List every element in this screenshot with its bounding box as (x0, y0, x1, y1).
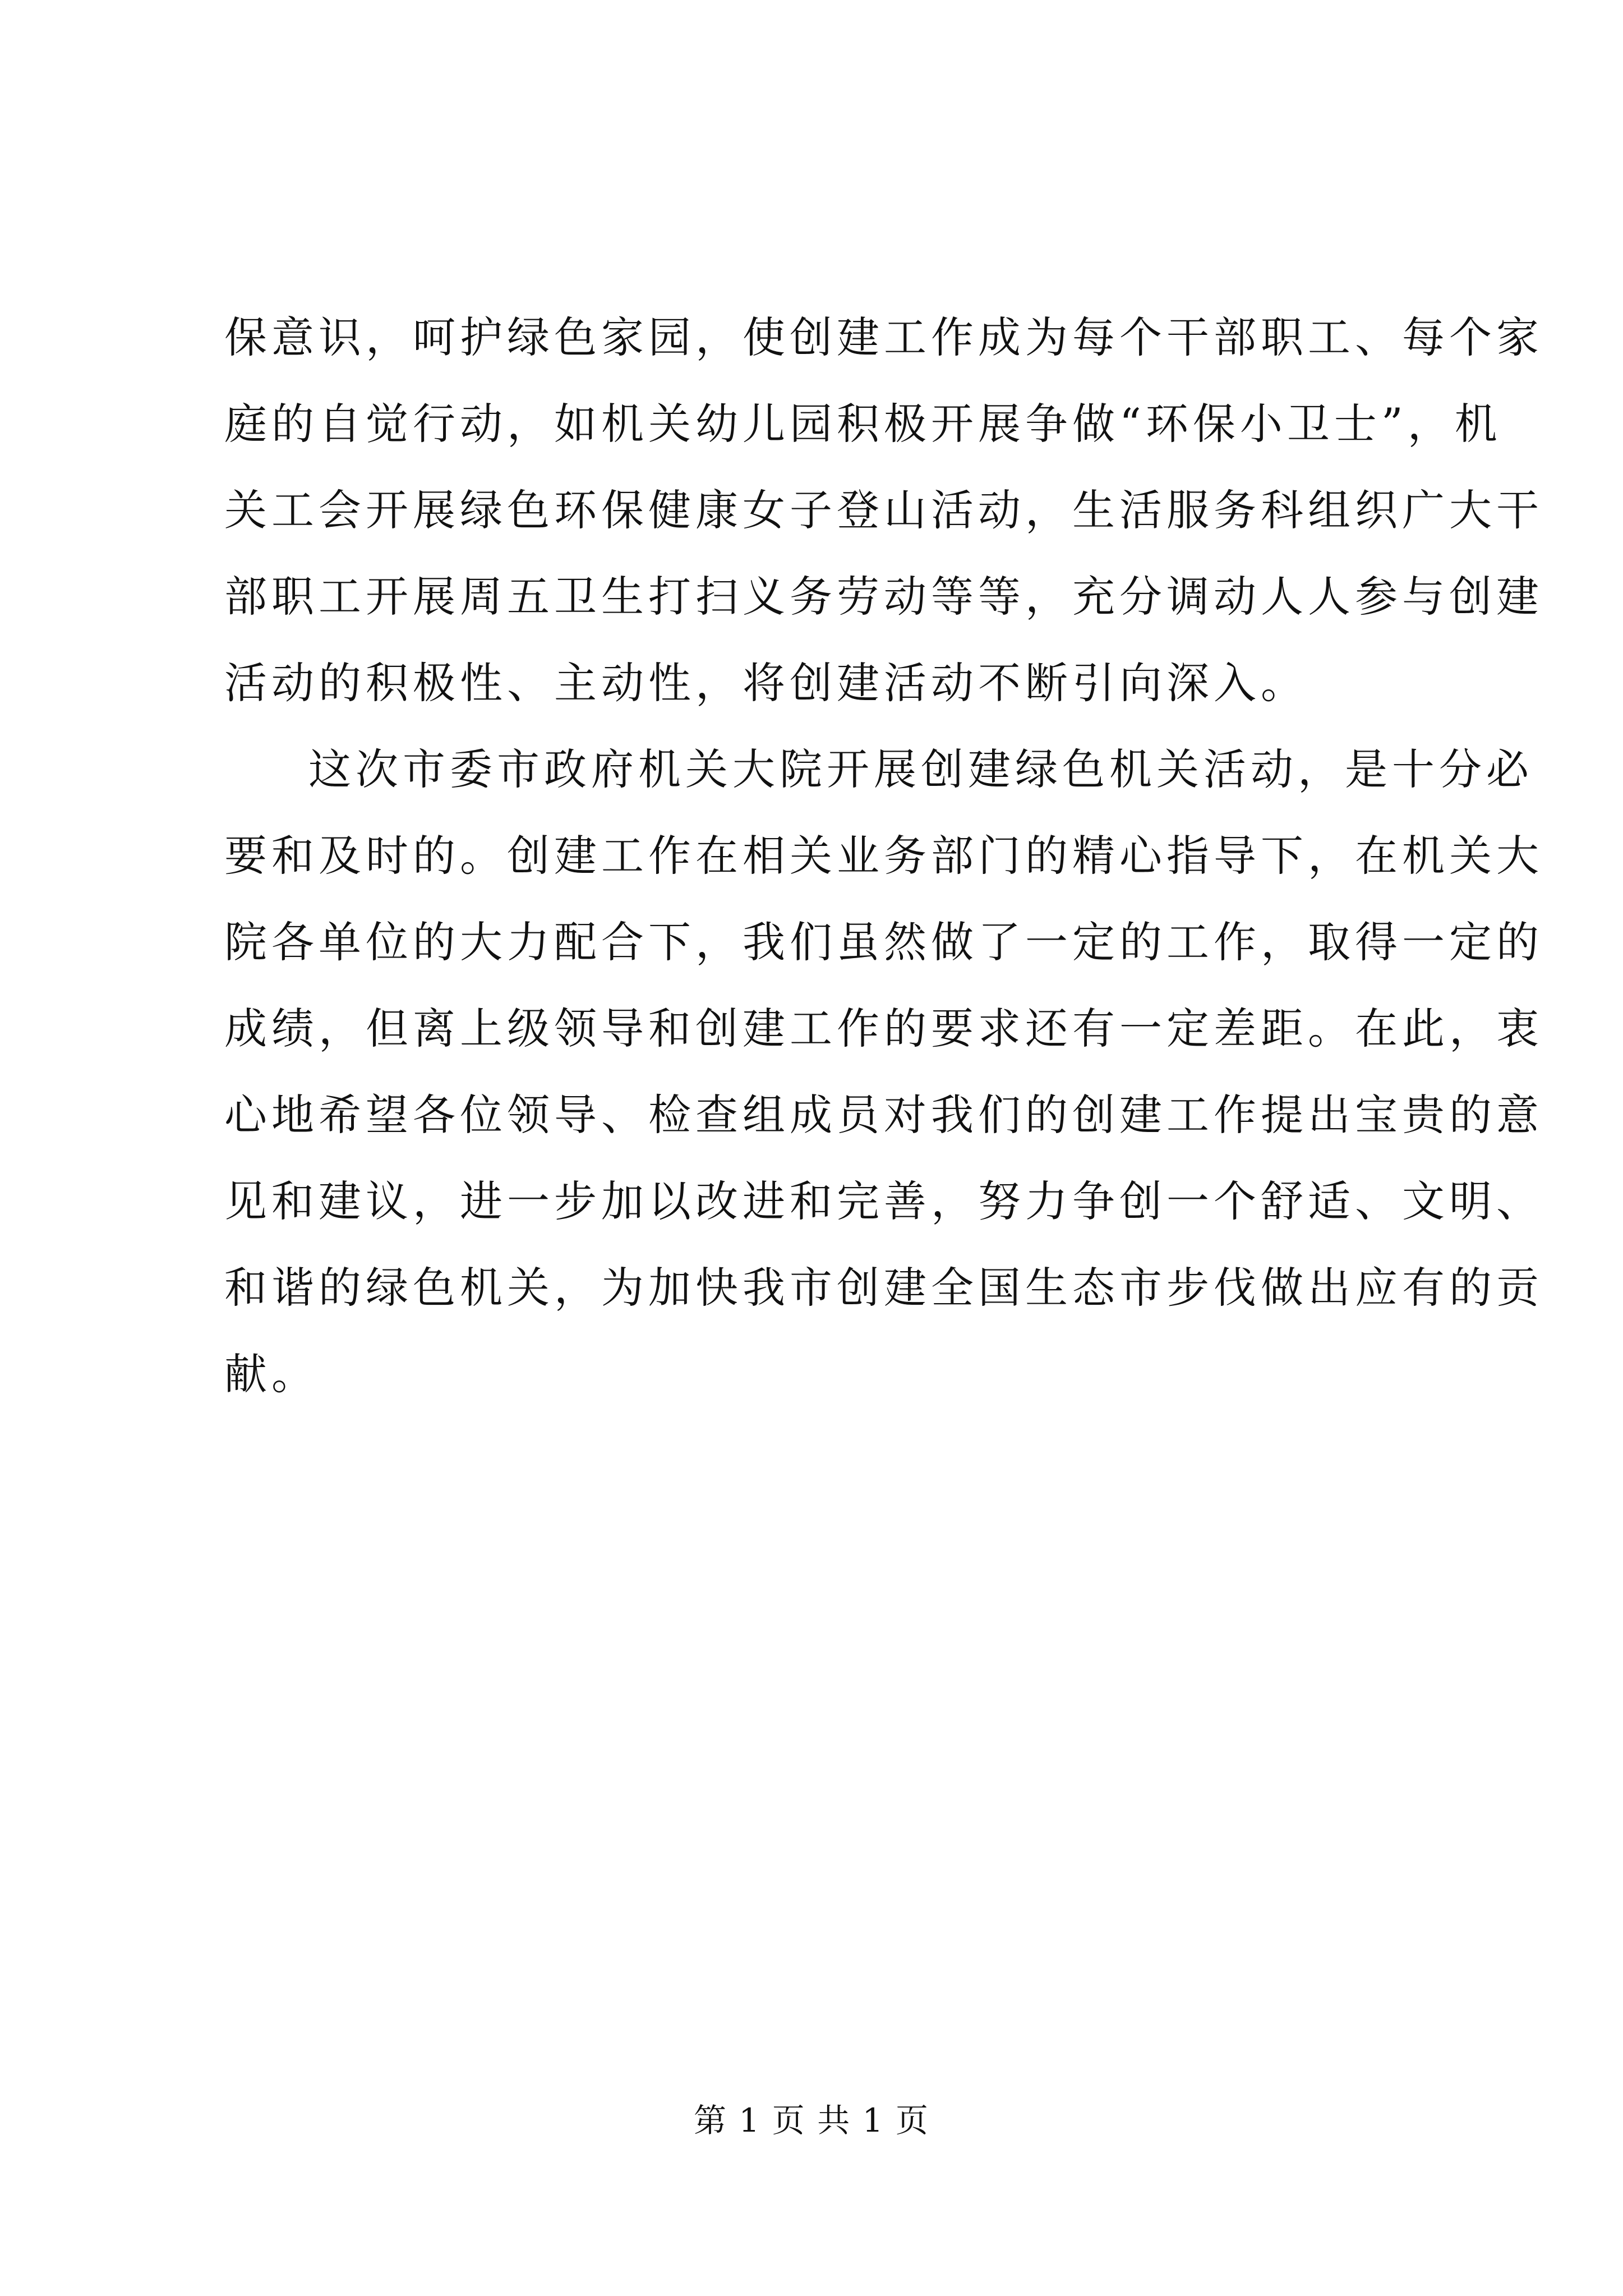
text-line: 和谐的绿色机关，为加快我市创建全国生态市步伐做出应有的贡 (224, 1263, 1543, 1313)
text-line: 活动的积极性、主动性，将创建活动不断引向深入。 (224, 658, 1308, 708)
text-line: 庭的自觉行动，如机关幼儿园积极开展争做“环保小卫士”，机 (224, 399, 1502, 449)
text-line: 献。 (224, 1349, 319, 1399)
paragraph-first-line: 这次市委市政府机关大院开展创建绿色机关活动，是十分必 (308, 744, 1533, 794)
text-line: 关工会开展绿色环保健康女子登山活动，生活服务科组织广大干 (224, 485, 1543, 535)
text-line: 部职工开展周五卫生打扫义务劳动等等，充分调动人人参与创建 (224, 572, 1543, 622)
text-line: 保意识，呵护绿色家园，使创建工作成为每个干部职工、每个家 (224, 312, 1543, 362)
text-line: 要和及时的。创建工作在相关业务部门的精心指导下，在机关大 (224, 831, 1543, 881)
text-line: 成绩，但离上级领导和创建工作的要求还有一定差距。在此，衷 (224, 1004, 1543, 1053)
text-line: 心地希望各位领导、检查组成员对我们的创建工作提出宝贵的意 (224, 1090, 1543, 1140)
body-text (224, 295, 1543, 1418)
text-line: 院各单位的大力配合下，我们虽然做了一定的工作，取得一定的 (224, 917, 1543, 967)
page-footer: 第 1 页 共 1 页 (694, 2101, 929, 2139)
text-line: 见和建议，进一步加以改进和完善，努力争创一个舒适、文明、 (224, 1176, 1543, 1226)
